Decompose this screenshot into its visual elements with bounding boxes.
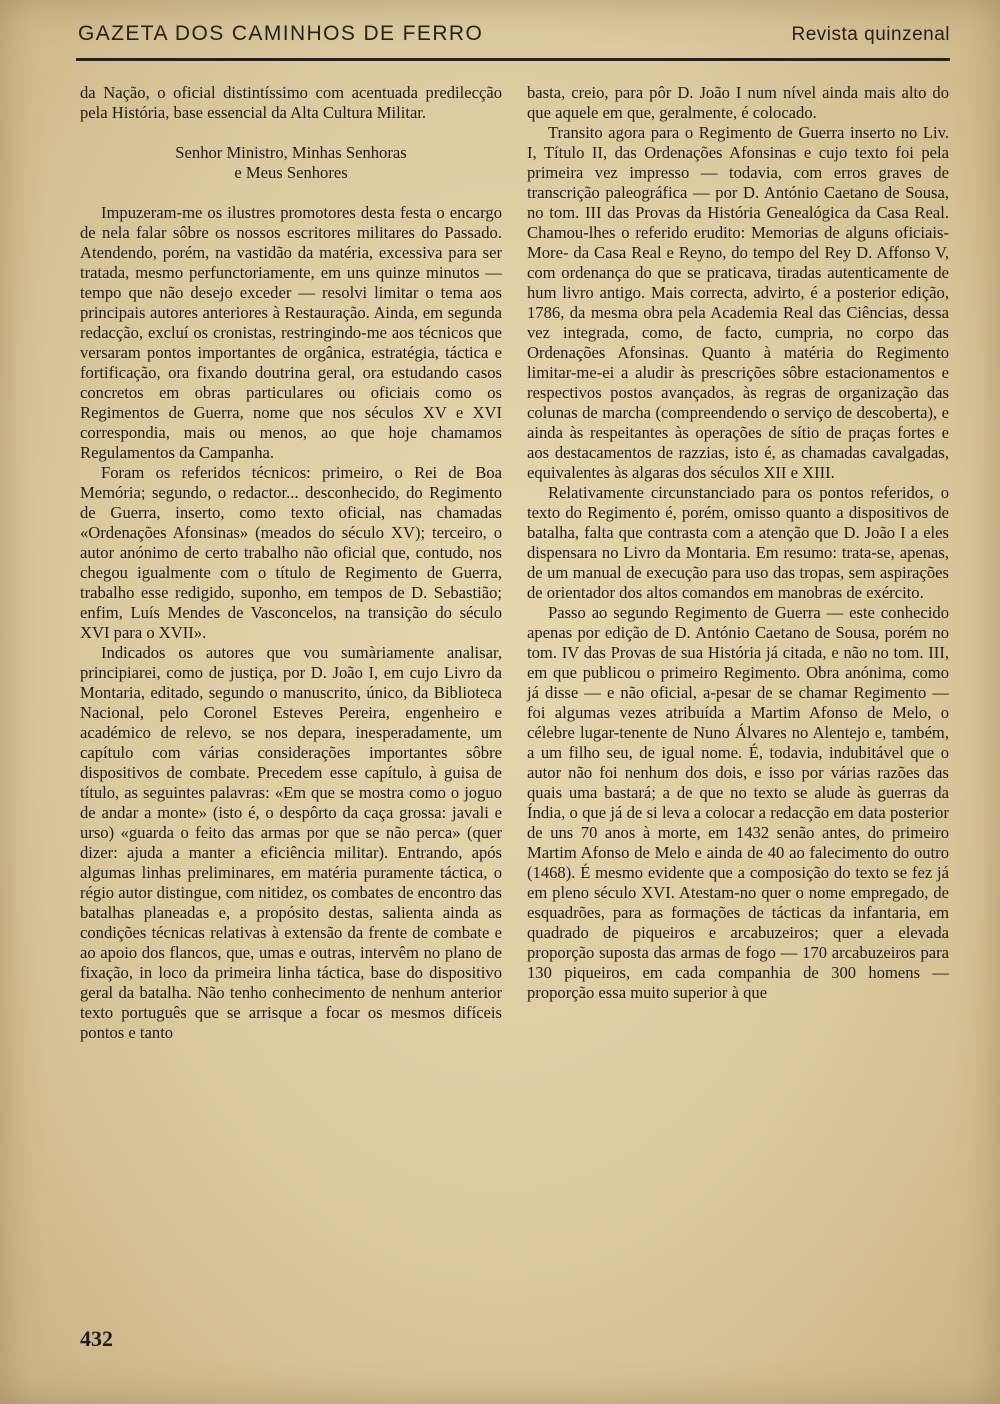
header-rule xyxy=(76,58,950,61)
publication-frequency: Revista quinzenal xyxy=(791,24,950,45)
salutation-line: Senhor Ministro, Minhas Senhoras xyxy=(175,143,407,162)
paragraph: Passo ao segundo Regimento de Guerra — este conhecido apenas por edição de D. António Caetano de Sousa, porém no tom. IV das Provas de sua História já citada, e não no tom. III, em que publicou o primeiro Regimento. Obra anónima, como já disse — e não oficial, a-pesar de se chamar Regimento — foi algumas vezes atribuída a Martim Afonso de Melo, o célebre lugar-tenente de Nuno Álvares no Alentejo e, também, a um filho seu, de igual nome. É, todavia, indubitável que o autor não foi nenhum dos dois, e isso por várias razões das quais uma bastará; a de que no texto se alude às guerras da Índia, o que já de si leva a colocar a redacção em data posterior de uns 70 anos à morte, em 1432 senão antes, do primeiro Martim Afonso de Melo e ainda de 40 ao falecimento do outro (1468). É mesmo evidente que a composição do texto se fez já em pleno século XVI. Atestam-no quer o nome empregado, de esquadrões, para as formações de tácticas da infantaria, em quadrado de piqueiros e arcabuzeiros; quer a elevada proporção suposta das armas de fogo — 170 arcabuzeiros para 130 piqueiros, em cada companhia de 300 homens — proporção essa muito superior à que xyxy=(527,603,949,1002)
publication-title: GAZETA DOS CAMINHOS DE FERRO xyxy=(78,22,484,45)
salutation xyxy=(80,143,502,183)
right-column xyxy=(527,83,949,1003)
left-column xyxy=(80,83,502,1043)
page-number: 432 xyxy=(80,1326,113,1351)
paragraph: Impuzeram-me os ilustres promotores desta festa o encargo de nela falar sôbre os nossos escritores militares do Passado. Atendendo, porém, na vastidão da matéria, excessiva para ser tratada, mesmo perfunctoriamente, em uns quinze minutos — tempo que não desejo exceder — resolvi limitar o tema aos principais autores anteriores à Restauração. Ainda, em segunda redacção, excluí os cronistas, restringindo-me aos técnicos que versaram pontos importantes de orgânica, estratégia, táctica e fortificação, ora fixando doutrina geral, ora estudando casos concretos em obras particulares ou oficiais como os Regimentos de Guerra, nome que nos séculos XV e XVI correspondia, mais ou menos, ao que hoje chamamos Regulamentos da Campanha. xyxy=(80,203,502,462)
paragraph: Transito agora para o Regimento de Guerra inserto no Liv. I, Título II, das Ordenações Afonsinas e cujo texto foi pela primeira vez impresso — todavia, com erros graves de transcrição paleográfica — por D. António Caetano de Sousa, no tom. III das Provas da História Genealógica da Casa Real. Chamou-lhes o referido erudito: Memorias de alguns oficiais-More- da Casa Real e Reyno, do tempo del Rey D. Affonso V, com ordenança do que se praticava, tiradas autenticamente de hum livro antigo. Mais correcta, advirto, é a posterior edição, 1786, da mesma obra pela Academia Real das Ciências, dessa vez integrada, como, de facto, cumpria, no corpo das Ordenações Afonsinas. Quanto à matéria do Regimento limitar-me-ei a aludir às prescrições sôbre estacionamentos e respectivos postos avançados, às regras de organização das colunas de marcha (compreendendo o serviço de descoberta), e ainda às respeitantes às operações de sítio de praças fortes e aos destacamentos de razzias, isto é, as chamadas cavalgadas, equivalentes às algaras dos séculos XII e XIII. xyxy=(527,123,949,482)
paragraph: Relativamente circunstanciado para os pontos referidos, o texto do Regimento é, porém, omisso quanto a dispositivos de batalha, falta que contrasta com a atenção que D. João I a eles dispensara no Livro da Montaria. Em resumo: trata-se, apenas, de um manual de execução para uso das tropas, sem aspirações de orientador dos altos comandos em manobras de exército. xyxy=(527,483,949,602)
salutation-line: e Meus Senhores xyxy=(234,163,348,182)
paragraph: Indicados os autores que vou sumàriamente analisar, principiarei, como de justiça, por D. João I, em cujo Livro da Montaria, editado, segundo o manuscrito, único, da Biblioteca Nacional, pelo Coronel Esteves Pereira, engenheiro e académico de relevo, se nos depara, inesperadamente, um capítulo com várias considerações importantes sôbre dispositivos de combate. Precedem esse capítulo, à guisa de título, as seguintes palavras: «Em que se mostra como o joguo de andar a monte» (isto é, o despôrto da caça grossa: javali e urso) «guarda o feito das armas por que se não perca» (quer dizer: ajuda a manter a eficiência militar). Entrando, após algumas linhas preliminares, em matéria puramente táctica, o régio autor distingue, com nitidez, os combates de encontro das batalhas planeadas e, a propósito destas, salienta ainda as condições técnicas relativas à extensão da frente de combate e ao apoio dos flancos, que, umas e outras, intervêm no plano de fixação, in loco da primeira linha táctica, base do dispositivo geral da batalha. Não tenho conhecimento de nenhum anterior texto português que se arrisque a focar os mesmos difíceis pontos e tanto xyxy=(80,643,502,1042)
paragraph: da Nação, o oficial distintíssimo com acentuada predilecção pela História, base essencial da Alta Cultura Militar. xyxy=(80,83,502,122)
paragraph: Foram os referidos técnicos: primeiro, o Rei de Boa Memória; segundo, o redactor... desconhecido, do Regimento de Guerra, inserto, como texto oficial, nas chamadas «Ordenações Afonsinas» (meados do século XV); terceiro, o autor anónimo de certo trabalho não oficial que, contudo, nos chegou igualmente com o título de Regimento de Guerra, trabalho esse redigido, suponho, em tempos de D. Sebastião; enfim, Luís Mendes de Vasconcelos, na transição do século XVI para o XVII». xyxy=(80,463,502,642)
paragraph: basta, creio, para pôr D. João I num nível ainda mais alto do que aquele em que, geralmente, é colocado. xyxy=(527,83,949,122)
running-head xyxy=(78,22,950,52)
